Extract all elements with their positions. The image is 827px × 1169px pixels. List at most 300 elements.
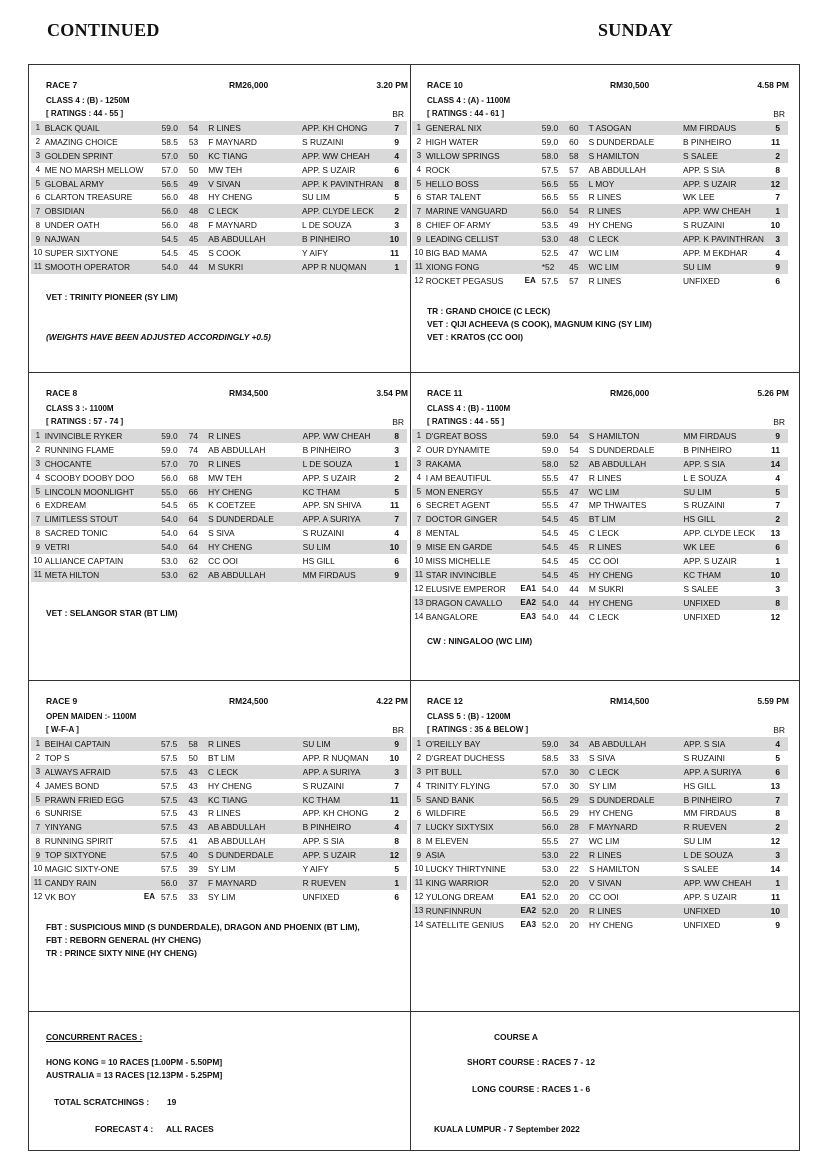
horse-name-text: CHIEF OF ARMY	[425, 220, 491, 231]
table-row	[31, 246, 407, 260]
barrier: 3	[394, 444, 399, 455]
horse-name	[426, 793, 542, 807]
horse-name-text: STAR INVINCIBLE	[425, 569, 497, 580]
barrier: 4	[775, 472, 780, 483]
barrier: 4	[390, 149, 407, 163]
trainer: AB ABDULLAH	[208, 232, 302, 246]
rating: 64	[189, 540, 208, 554]
table-row	[31, 793, 407, 807]
horse-name-text: TOP SIXTYONE	[44, 850, 107, 861]
race-time	[376, 388, 408, 398]
jockey: Y AIFY	[302, 247, 328, 258]
barrier: 7	[775, 192, 780, 203]
table-row	[31, 429, 407, 443]
weight: 53.0	[161, 555, 178, 566]
horse-name	[45, 135, 162, 149]
horse-name-text: BLACK QUAIL	[44, 122, 100, 133]
jockey: APP. K PAVINTHRAN	[683, 232, 771, 246]
rating: 33	[188, 891, 198, 902]
weight: 55.5	[542, 836, 559, 847]
horse-name-text: ALLIANCE CAPTAIN	[44, 555, 124, 566]
horse-name-text: MENTAL	[425, 528, 460, 539]
weight: 52.0	[542, 891, 559, 902]
rating: 48	[189, 204, 208, 218]
trainer: C LECK	[208, 765, 303, 779]
jockey: APP. S SIA	[684, 737, 771, 751]
rating: 45	[569, 555, 579, 566]
table-row	[412, 596, 788, 610]
weight: 53.0	[542, 232, 569, 246]
jockey: R RUEVEN	[684, 820, 771, 834]
table-row	[412, 876, 788, 890]
rating: 45	[188, 247, 199, 258]
table-row	[31, 163, 407, 177]
trainer: V SIVAN	[208, 177, 302, 191]
horse-name	[426, 568, 542, 582]
horse-name-text: PRAWN FRIED EGG	[44, 794, 125, 805]
weight: 53.5	[541, 220, 559, 231]
table-row	[31, 862, 407, 876]
horse-name-text: OBSIDIAN	[44, 206, 85, 217]
horse-name-text: O'REILLY BAY	[425, 738, 481, 749]
runner-number: 10	[33, 864, 43, 874]
rating: 45	[569, 528, 579, 539]
trainer: K COETZEE	[208, 500, 256, 511]
horse-name	[45, 190, 162, 204]
weight: 57.5	[541, 275, 559, 286]
race-card-frame	[28, 64, 800, 1151]
runner-number: 11	[412, 568, 426, 582]
weight: 55.5	[541, 472, 559, 483]
horse-name-text: MAGIC SIXTY-ONE	[44, 863, 119, 874]
jockey: UNFIXED	[684, 904, 771, 918]
runner-number: 10	[414, 556, 424, 566]
horse-name-text: SACRED TONIC	[44, 528, 108, 539]
trainer: WC LIM	[589, 260, 683, 274]
weight: 54.5	[541, 555, 559, 566]
weight: 57.0	[542, 780, 559, 791]
barrier: 9	[394, 136, 399, 147]
weight: 56.0	[161, 192, 178, 203]
runner-number: 6	[416, 500, 422, 510]
rating: 49	[569, 220, 579, 231]
rating: 57	[569, 164, 579, 175]
horse-name	[426, 471, 542, 485]
horse-name	[45, 498, 162, 512]
horse-name	[45, 177, 162, 191]
trainer: F MAYNARD	[208, 136, 257, 147]
table-row	[31, 820, 407, 834]
jockey: S SALEE	[683, 863, 719, 874]
rating: 30	[569, 765, 589, 779]
table-row	[412, 526, 788, 540]
table-row	[412, 121, 788, 135]
jockey: UNFIXED	[683, 919, 721, 930]
trainer: S HAMILTON	[589, 429, 684, 443]
runner-number: 11	[412, 876, 426, 890]
jockey: HS GILL	[683, 512, 770, 526]
horse-name	[45, 260, 162, 274]
horse-name-text: MARINE VANGUARD	[425, 206, 508, 217]
trainer: HY CHENG	[588, 808, 634, 819]
jockey: APP. SN SHIVA	[302, 500, 362, 511]
trainer: WC LIM	[588, 836, 620, 847]
long-course: LONG COURSE : RACES 1 - 6	[472, 1084, 591, 1094]
weight: 54.5	[541, 528, 559, 539]
trainer: MW TEH	[208, 164, 243, 175]
runner-number: 4	[416, 165, 422, 175]
jockey: APP. WW CHEAH	[303, 429, 390, 443]
rating: 48	[188, 220, 199, 231]
rating: 44	[569, 583, 579, 594]
table-row	[412, 443, 788, 457]
runner-number: 14	[414, 612, 424, 622]
horse-name	[426, 121, 542, 135]
barrier: 2	[771, 512, 788, 526]
trainer: KC TIANG	[208, 793, 303, 807]
race-time-value: 4.58	[757, 80, 774, 90]
rating: 70	[189, 457, 208, 471]
table-row	[412, 751, 788, 765]
race-time-suffix: PM	[776, 388, 789, 398]
horse-name	[45, 820, 161, 834]
runner-number: 9	[31, 540, 45, 554]
barrier: 3	[394, 220, 399, 231]
trainer: AB ABDULLAH	[208, 836, 266, 847]
table-row	[31, 848, 407, 862]
day-heading: SUNDAY	[598, 20, 674, 40]
emergency-acceptor-tag: EA2	[520, 597, 536, 607]
jockey: HS GILL	[683, 780, 716, 791]
rating: 27	[569, 836, 579, 847]
table-row	[31, 751, 407, 765]
runner-number: 1	[31, 737, 45, 751]
rating: 47	[569, 500, 579, 511]
race-note: VET : KRATOS (CC OOI)	[427, 332, 524, 342]
runner-number: 3	[412, 149, 426, 163]
weight: 56.5	[542, 793, 569, 807]
runner-number: 9	[412, 232, 426, 246]
horse-name	[426, 610, 542, 624]
runner-number: 9	[412, 540, 426, 554]
horse-name	[426, 806, 542, 820]
weight: 57.0	[542, 765, 569, 779]
trainer: MW TEH	[208, 472, 242, 483]
emergency-acceptor-tag: EA3	[520, 919, 537, 929]
horse-name	[426, 177, 542, 191]
trainer: M SUKRI	[588, 583, 624, 594]
race-block	[410, 65, 791, 372]
horse-name-text: VETRI	[44, 542, 70, 553]
rating: 54	[569, 429, 588, 443]
table-row	[412, 793, 788, 807]
trainer: HY CHENG	[589, 596, 684, 610]
horse-name-text: STAR TALENT	[425, 192, 482, 203]
jockey: KC THAM	[303, 793, 390, 807]
place-date: KUALA LUMPUR - 7 September 2022	[434, 1124, 580, 1134]
runner-number: 4	[35, 165, 41, 175]
jockey: MM FIRDAUS	[303, 568, 390, 582]
table-row	[31, 834, 407, 848]
horse-name-text: PIT BULL	[425, 766, 462, 777]
trainer: HY CHENG	[589, 568, 684, 582]
horse-name	[426, 876, 542, 890]
jockey: APP. KH CHONG	[302, 121, 390, 135]
horse-name-text: BANGALORE	[425, 611, 478, 622]
runner-number: 8	[35, 836, 41, 846]
horse-name-text: BEIHAI CAPTAIN	[44, 738, 111, 749]
horse-name-text: D'GREAT DUCHESS	[425, 752, 505, 763]
runner-number: 2	[416, 137, 422, 147]
horse-name-text: BIG BAD MAMA	[425, 247, 488, 258]
barrier: 11	[771, 444, 780, 455]
horse-name	[426, 862, 542, 876]
runner-number: 3	[31, 457, 45, 471]
weight: 54.0	[542, 596, 569, 610]
weight: 57.5	[161, 836, 178, 847]
rating: 20	[569, 876, 589, 890]
horse-name-text: EXDREAM	[44, 500, 87, 511]
runner-number: 8	[35, 528, 41, 538]
horse-name-text: YULONG DREAM	[425, 891, 494, 902]
jockey: WK LEE	[683, 192, 715, 203]
weight: 59.0	[541, 136, 559, 147]
barrier-header: BR	[773, 109, 785, 119]
weight: 56.0	[542, 204, 569, 218]
race-time	[376, 696, 408, 706]
barrier-header: BR	[773, 417, 785, 427]
weight: 54.0	[541, 583, 559, 594]
jockey: S RUZAINI	[683, 752, 725, 763]
trainer: M SUKRI	[208, 260, 302, 274]
barrier: 9	[771, 429, 788, 443]
race-block	[410, 373, 791, 680]
rating: 48	[569, 232, 588, 246]
weight: 54.0	[161, 540, 188, 554]
trainer: BT LIM	[208, 752, 235, 763]
weight: 53.0	[542, 848, 569, 862]
barrier: 9	[390, 737, 407, 751]
table-row	[31, 443, 407, 457]
jockey: B PINHEIRO	[302, 232, 390, 246]
rating: 44	[569, 611, 579, 622]
horse-name	[426, 246, 542, 260]
jockey: APP. S SIA	[302, 836, 345, 847]
runner-number: 5	[31, 177, 45, 191]
barrier: 1	[390, 457, 407, 471]
barrier: 2	[771, 149, 788, 163]
horse-name	[426, 232, 542, 246]
runner-number: 1	[412, 737, 426, 751]
trainer: R LINES	[588, 472, 622, 483]
race-ratings: [ RATINGS : 44 - 55 ]	[427, 417, 505, 426]
trainer: L MOY	[589, 177, 683, 191]
barrier: 1	[771, 204, 788, 218]
horse-name	[45, 232, 162, 246]
barrier: 10	[389, 752, 399, 763]
horse-name-text: RUNNING SPIRIT	[44, 836, 114, 847]
horse-name	[45, 876, 161, 890]
jockey: UNFIXED	[683, 611, 721, 622]
jockey: APP. R NUQMAN	[302, 752, 369, 763]
horse-name	[426, 526, 542, 540]
horse-name-text: DOCTOR GINGER	[425, 514, 498, 525]
trainer: C LECK	[589, 232, 683, 246]
barrier: 6	[394, 164, 399, 175]
trainer: BT LIM	[589, 512, 684, 526]
horse-name-text: LUCKY THIRTYNINE	[425, 863, 506, 874]
weight: 59.0	[542, 121, 569, 135]
runner-number: 4	[416, 781, 422, 791]
barrier: 3	[775, 583, 780, 594]
race-block	[29, 681, 410, 988]
horse-name-text: VK BOY	[44, 891, 76, 902]
rating: 64	[188, 528, 199, 539]
rating: 45	[569, 512, 588, 526]
horse-name	[45, 526, 162, 540]
barrier: 9	[775, 919, 780, 930]
race-class: CLASS 4 : (A) - 1100M	[427, 96, 511, 105]
runner-number: 1	[412, 429, 426, 443]
runner-number: 12	[414, 584, 424, 594]
horse-name	[45, 471, 162, 485]
runner-number: 4	[35, 473, 41, 483]
table-row	[412, 498, 788, 512]
barrier: 6	[775, 275, 780, 286]
rating: 50	[188, 752, 198, 763]
table-row	[412, 457, 788, 471]
table-row	[412, 610, 788, 624]
weight: 56.5	[541, 192, 559, 203]
runners-table	[412, 429, 788, 623]
trainer: S SIVA	[208, 528, 235, 539]
weight: 58.5	[542, 752, 559, 763]
rating: 62	[189, 568, 208, 582]
jockey: SU LIM	[302, 192, 330, 203]
barrier: 7	[390, 512, 407, 526]
runner-number: 5	[412, 793, 426, 807]
jockey: APP. S UZAIR	[303, 848, 390, 862]
weight: 57.0	[161, 457, 188, 471]
weight: 57.5	[161, 752, 178, 763]
runner-number: 13	[412, 596, 426, 610]
table-row	[412, 429, 788, 443]
table-row	[31, 260, 407, 274]
barrier: 13	[770, 528, 780, 539]
rating: 33	[569, 752, 579, 763]
horse-name	[45, 834, 161, 848]
barrier: 3	[390, 765, 407, 779]
jockey: S RUZAINI	[683, 220, 725, 231]
rating: 37	[188, 876, 208, 890]
trainer: AB ABDULLAH	[589, 457, 684, 471]
rating: 50	[188, 164, 199, 175]
table-row	[412, 540, 788, 554]
rating: 20	[569, 904, 589, 918]
emergency-acceptor-tag: EA	[524, 275, 536, 285]
race-time	[757, 388, 789, 398]
rating: 55	[569, 177, 588, 191]
jockey: MM FIRDAUS	[683, 121, 771, 135]
horse-name	[426, 218, 542, 232]
table-row	[31, 457, 407, 471]
weight: 54.5	[542, 512, 569, 526]
barrier: 5	[394, 863, 399, 874]
jockey: APP. S UZAIR	[683, 555, 737, 566]
runners-table	[31, 121, 407, 274]
runner-number: 5	[412, 485, 426, 499]
rating: 41	[188, 836, 198, 847]
rating: 29	[569, 793, 589, 807]
runner-number: 12	[33, 892, 43, 902]
runner-number: 10	[33, 556, 43, 566]
runners-table	[412, 121, 788, 288]
barrier: 6	[394, 555, 399, 566]
trainer: T ASOGAN	[589, 121, 683, 135]
jockey: APP. S UZAIR	[302, 472, 356, 483]
horse-name	[426, 737, 542, 751]
table-row	[412, 246, 788, 260]
rating: 62	[188, 555, 199, 566]
jockey: APP. WW CHEAH	[302, 149, 390, 163]
runner-number: 13	[412, 904, 426, 918]
runner-number: 9	[31, 232, 45, 246]
weight: 58.0	[542, 457, 569, 471]
race-class: CLASS 4 : (B) - 1250M	[46, 96, 130, 105]
horse-name-text: GLOBAL ARMY	[44, 178, 104, 189]
horse-name	[45, 806, 161, 820]
runner-number: 11	[31, 568, 45, 582]
race-prize: RM30,500	[610, 80, 650, 90]
rating: 64	[189, 512, 208, 526]
jockey: APP. S UZAIR	[683, 177, 771, 191]
race-note: VET : TRINITY PIONEER (SY LIM)	[46, 292, 178, 302]
weight: 55.5	[541, 500, 559, 511]
horse-name-text: XIONG FONG	[425, 261, 480, 272]
horse-name	[426, 204, 542, 218]
table-row	[412, 232, 788, 246]
barrier: 10	[771, 904, 788, 918]
rating: 54	[569, 204, 588, 218]
weight: 56.0	[542, 820, 569, 834]
weight: 57.5	[161, 780, 178, 791]
rating: 43	[188, 820, 208, 834]
rating: 58	[569, 149, 588, 163]
weight: 54.5	[161, 500, 178, 511]
rating: 54	[189, 121, 208, 135]
runner-number: 2	[35, 753, 41, 763]
jockey: APP. S UZAIR	[683, 891, 737, 902]
trainer: AB ABDULLAH	[208, 444, 266, 455]
barrier: 8	[394, 836, 399, 847]
trainer: C LECK	[589, 765, 684, 779]
barrier: 7	[390, 121, 407, 135]
weight: 57.5	[161, 793, 188, 807]
race-time-value: 5.59	[757, 696, 774, 706]
horse-name	[45, 737, 161, 751]
rating: 29	[569, 808, 579, 819]
weight: 54.0	[162, 260, 189, 274]
runner-number: 5	[412, 177, 426, 191]
horse-name	[426, 260, 542, 274]
barrier: 4	[775, 247, 780, 258]
jockey: B PINHEIRO	[684, 793, 771, 807]
race-number: RACE 7	[46, 80, 78, 90]
jockey: Y AIFY	[302, 863, 329, 874]
trainer: KC TIANG	[208, 149, 302, 163]
weight: 52.5	[541, 247, 559, 258]
runner-number: 1	[31, 429, 45, 443]
